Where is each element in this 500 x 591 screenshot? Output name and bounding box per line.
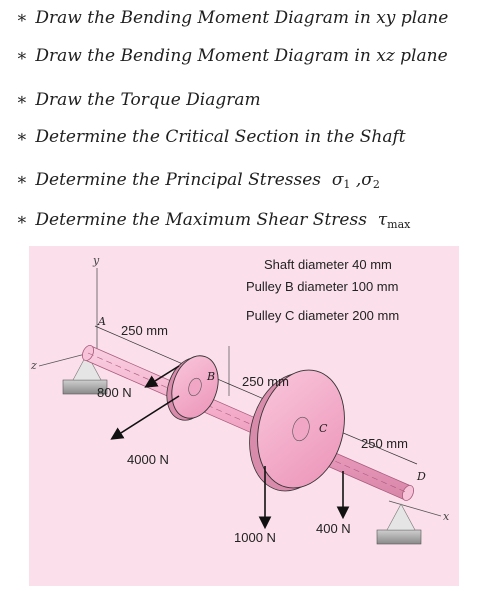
dimension-ab-label: 250 mm	[121, 323, 168, 338]
bullet: ∗	[16, 127, 28, 147]
bullet: ∗	[16, 210, 28, 230]
z-axis-label: z	[31, 359, 37, 372]
sigma-sub-2: 2	[372, 178, 380, 191]
tau-sub-max: max	[387, 218, 411, 231]
task-bending-xy	[16, 8, 448, 28]
force-400n-label: 400 N	[316, 521, 351, 536]
task-max-shear	[16, 210, 410, 231]
task-text: Draw the Torque Diagram	[35, 90, 261, 110]
point-a-label: A	[98, 315, 106, 328]
bullet: ∗	[16, 170, 28, 190]
point-d-label: D	[417, 470, 426, 483]
task-text: Draw the Bending Moment Diagram in xy plane	[35, 8, 449, 28]
support-bracket-d	[387, 504, 415, 530]
force-4000n-label: 4000 N	[127, 452, 169, 467]
point-c-label: C	[319, 422, 328, 435]
separator: ,	[350, 170, 362, 190]
spec-pulley-b-diameter: Pulley B diameter 100 mm	[246, 279, 399, 294]
spec-pulley-c-diameter: Pulley C diameter 200 mm	[246, 308, 400, 323]
task-torque	[16, 90, 261, 110]
force-800n-label: 800 N	[97, 385, 132, 400]
tau-symbol: τ	[377, 210, 388, 230]
task-bending-xz	[16, 46, 448, 66]
task-critical-section	[16, 127, 406, 147]
task-text: Determine the Critical Section in the Shaft	[35, 127, 406, 147]
task-principal-stresses	[16, 170, 380, 191]
y-axis-label: y	[93, 254, 100, 267]
x-axis-label: x	[443, 510, 450, 523]
shaft-figure	[29, 246, 459, 586]
force-1000n-label: 1000 N	[234, 530, 276, 545]
sigma-symbol: σ	[331, 170, 344, 190]
bullet: ∗	[16, 46, 28, 66]
dimension-bc-label: 250 mm	[242, 374, 289, 389]
dimension-cd-label: 250 mm	[361, 436, 408, 451]
bullet: ∗	[16, 90, 28, 110]
support-base-d	[377, 530, 421, 544]
sigma-sub-1: 1	[343, 178, 351, 191]
sigma-symbol-2: σ	[361, 170, 373, 190]
task-text: Determine the Principal Stresses	[35, 170, 321, 190]
point-b-label: B	[207, 370, 216, 383]
task-text: Determine the Maximum Shear Stress	[35, 210, 367, 230]
task-text: Draw the Bending Moment Diagram in xz plane	[35, 46, 448, 66]
bullet: ∗	[16, 8, 28, 28]
force-4000n-arrow	[113, 396, 179, 438]
spec-shaft-diameter: Shaft diameter 40 mm	[264, 257, 392, 272]
